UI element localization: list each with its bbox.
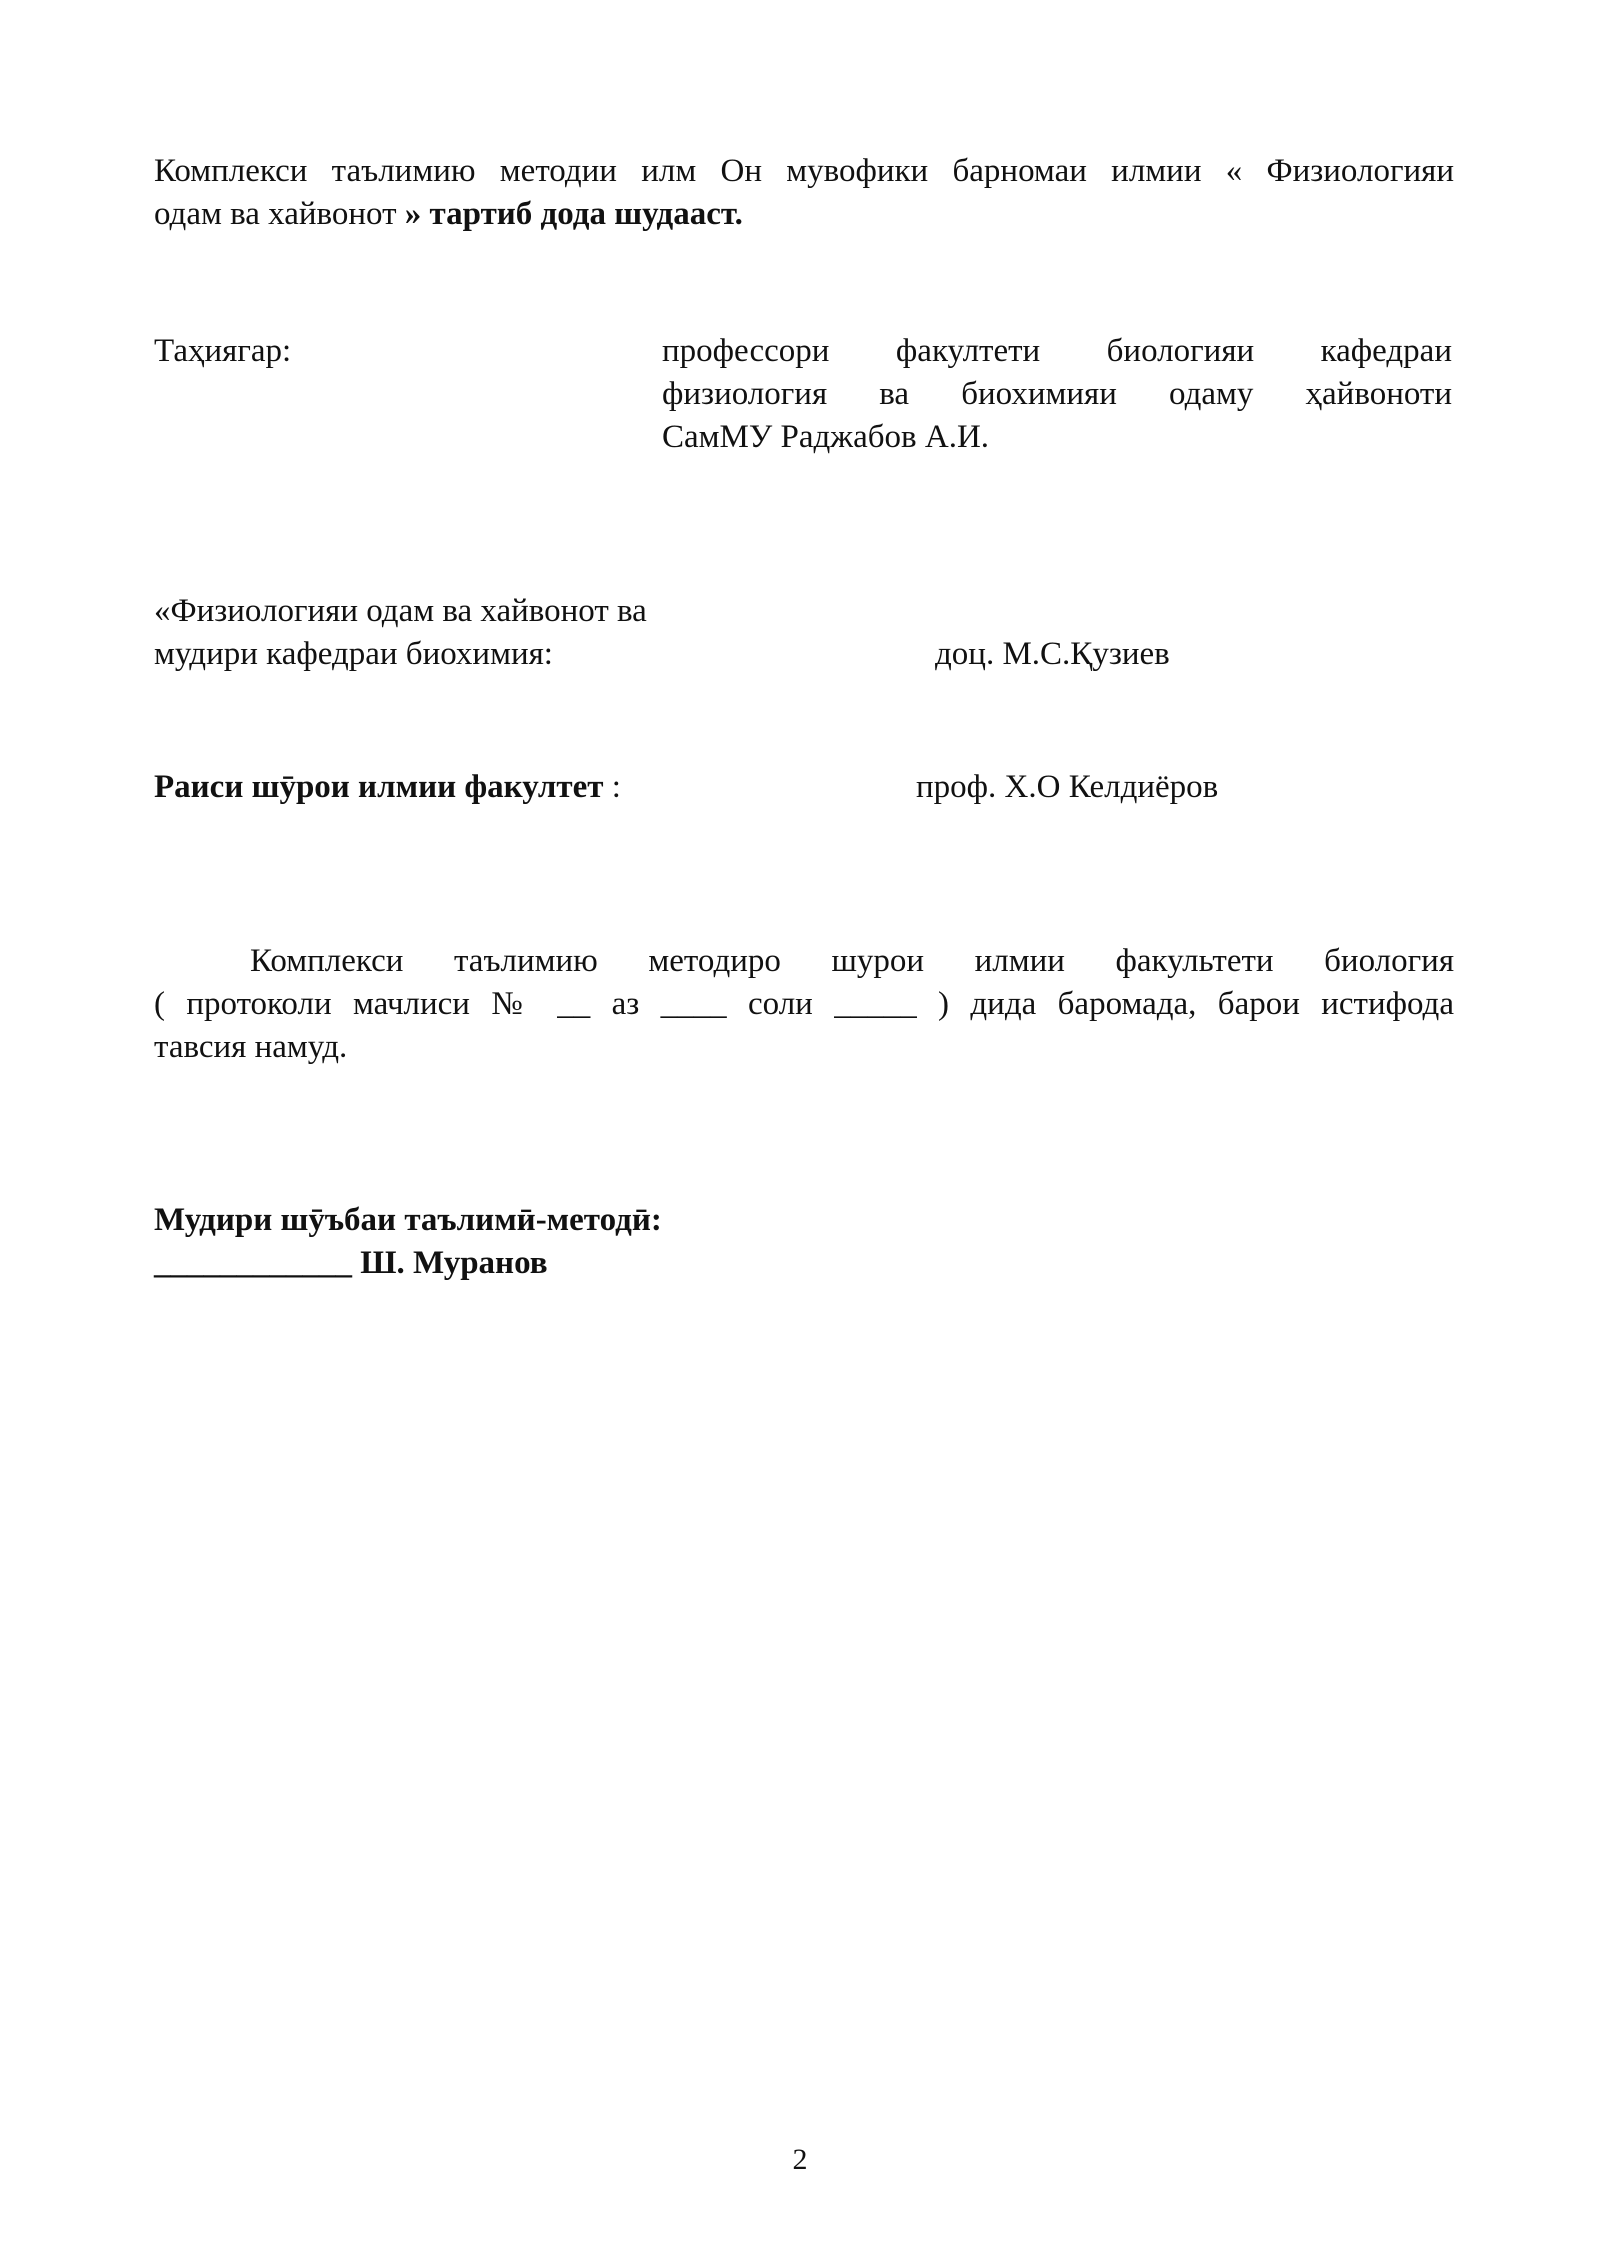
compiler-label: Таҳиягар: [154,333,292,369]
compiler-line-3: СамМУ Раджабов А.И. [662,419,990,455]
council-chair-title: Раиси шӯрои илмии факултет [154,769,604,805]
intro-line-2-text: одам ва хайвонот [154,196,405,232]
compiler-details [662,330,1452,459]
signature-line: ____________ [154,1245,352,1281]
methodical-head-block [154,1199,1054,1285]
council-chair-label [154,766,854,809]
council-chair-name: проф. Х.О Келдиёров [916,769,1219,805]
head-of-department-name: доц. М.С.Қузиев [935,636,1170,672]
methodical-head-signature [154,1242,1054,1285]
head-of-department-line-1: «Физиологияи одам ва хайвонот ва [154,593,647,629]
head-of-department-label [154,590,854,676]
intro-line-2-bold: » тартиб дода шудааст. [404,196,743,232]
recommendation-line-1-wrap [154,940,1454,983]
intro-paragraph [154,150,1454,236]
head-of-department-line-2: мудири кафедраи биохимия: [154,636,553,672]
recommendation-line-1: Комплекси таълимию методиро шурои илмии факультети биология [250,943,1454,979]
intro-line-1: Комплекси таълимию методии илм Он мувофики барномаи илмии « Физиологияи [154,153,1454,189]
recommendation-line-3: тавсия намуд. [154,1029,348,1065]
methodical-head-title: Мудири шӯъбаи таълимӣ-методӣ: [154,1202,662,1238]
compiler-line-1: профессори факултети биологияи кафедраи [662,333,1452,369]
recommendation-paragraph [154,940,1454,1069]
methodical-head-name: Ш. Муранов [352,1245,548,1281]
intro-line-2 [154,193,1454,236]
page-number: 2 [792,2143,808,2176]
council-chair-colon: : [603,769,621,805]
compiler-line-2: физиология ва биохимияи одаму ҳайвоноти [662,376,1452,412]
recommendation-line-2: ( протоколи мачлиси № __ аз ____ соли _____ ) дида баромада, барои истифода [154,986,1454,1022]
